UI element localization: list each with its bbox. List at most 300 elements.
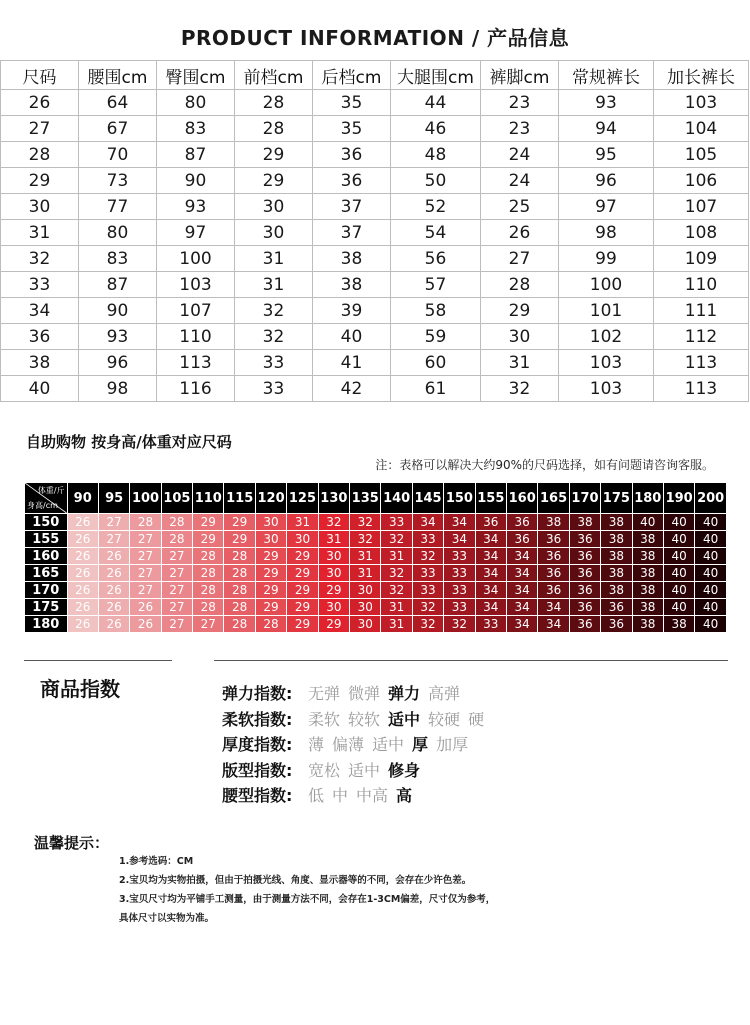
size-suggestion-cell: 29 bbox=[287, 616, 318, 633]
size-suggestion-cell: 30 bbox=[287, 531, 318, 548]
size-suggestion-cell: 31 bbox=[381, 548, 412, 565]
size-cell: 27 bbox=[1, 116, 79, 142]
grid-corner bbox=[25, 483, 68, 514]
size-suggestion-cell: 40 bbox=[663, 514, 694, 531]
size-suggestion-cell: 29 bbox=[255, 599, 286, 616]
size-suggestion-cell: 38 bbox=[601, 514, 632, 531]
size-suggestion-cell: 28 bbox=[224, 582, 255, 599]
size-suggestion-cell: 26 bbox=[98, 548, 129, 565]
size-suggestion-cell: 33 bbox=[444, 565, 475, 582]
size-suggestion-cell: 30 bbox=[255, 514, 286, 531]
size-cell: 31 bbox=[481, 350, 559, 376]
size-suggestion-cell: 40 bbox=[695, 548, 727, 565]
size-suggestion-cell: 38 bbox=[601, 565, 632, 582]
size-cell: 28 bbox=[481, 272, 559, 298]
size-suggestion-cell: 26 bbox=[98, 616, 129, 633]
corner-weight-label: 体重/斤 bbox=[37, 486, 65, 495]
index-option: 适中 bbox=[372, 735, 405, 755]
size-cell: 87 bbox=[79, 272, 157, 298]
size-suggestion-cell: 38 bbox=[632, 616, 663, 633]
size-cell: 30 bbox=[235, 194, 313, 220]
size-suggestion-cell: 40 bbox=[695, 599, 727, 616]
size-cell: 33 bbox=[1, 272, 79, 298]
size-suggestion-cell: 40 bbox=[695, 582, 727, 599]
size-cell: 73 bbox=[79, 168, 157, 194]
index-option: 适中 bbox=[348, 760, 381, 780]
size-suggestion-cell: 27 bbox=[98, 531, 129, 548]
size-cell: 54 bbox=[391, 220, 481, 246]
size-cell: 111 bbox=[654, 298, 749, 324]
size-table bbox=[0, 60, 749, 402]
weight-header-cell: 115 bbox=[224, 483, 255, 514]
size-cell: 100 bbox=[559, 272, 654, 298]
size-cell: 113 bbox=[654, 376, 749, 402]
size-suggestion-cell: 28 bbox=[193, 548, 224, 565]
size-suggestion-cell: 36 bbox=[569, 582, 600, 599]
size-cell: 116 bbox=[157, 376, 235, 402]
divider-right bbox=[214, 660, 728, 661]
size-suggestion-cell: 29 bbox=[287, 599, 318, 616]
size-suggestion-cell: 34 bbox=[538, 599, 569, 616]
size-suggestion-cell: 26 bbox=[67, 582, 98, 599]
index-option-selected: 高 bbox=[396, 786, 413, 806]
size-note: 注：表格可以解决大约90%的尺码选择，如有问题请咨询客服。 bbox=[375, 458, 714, 472]
index-option: 较软 bbox=[348, 709, 381, 729]
size-cell: 93 bbox=[157, 194, 235, 220]
weight-header-cell: 200 bbox=[695, 483, 727, 514]
weight-header-cell: 155 bbox=[475, 483, 506, 514]
index-option-selected: 修身 bbox=[388, 760, 421, 780]
size-header-cell: 后档cm bbox=[313, 61, 391, 90]
size-cell: 97 bbox=[157, 220, 235, 246]
size-suggestion-cell: 29 bbox=[193, 531, 224, 548]
weight-header-cell: 100 bbox=[130, 483, 161, 514]
size-suggestion-cell: 36 bbox=[538, 582, 569, 599]
index-option: 薄 bbox=[308, 735, 325, 755]
size-suggestion-cell: 30 bbox=[318, 599, 349, 616]
weight-header-cell: 130 bbox=[318, 483, 349, 514]
size-cell: 36 bbox=[313, 168, 391, 194]
size-cell: 33 bbox=[235, 350, 313, 376]
size-cell: 56 bbox=[391, 246, 481, 272]
weight-header-cell: 175 bbox=[601, 483, 632, 514]
size-suggestion-cell: 34 bbox=[475, 548, 506, 565]
size-suggestion-cell: 38 bbox=[632, 565, 663, 582]
size-cell: 35 bbox=[313, 116, 391, 142]
index-option: 宽松 bbox=[308, 760, 341, 780]
size-suggestion-cell: 27 bbox=[161, 565, 192, 582]
index-option: 柔软 bbox=[308, 709, 341, 729]
size-suggestion-cell: 40 bbox=[663, 548, 694, 565]
size-cell: 67 bbox=[79, 116, 157, 142]
size-suggestion-cell: 27 bbox=[130, 582, 161, 599]
index-row bbox=[222, 706, 492, 732]
size-cell: 87 bbox=[157, 142, 235, 168]
size-cell: 110 bbox=[654, 272, 749, 298]
size-suggestion-cell: 34 bbox=[444, 514, 475, 531]
index-option-selected: 适中 bbox=[388, 709, 421, 729]
size-suggestion-cell: 26 bbox=[130, 616, 161, 633]
size-suggestion-cell: 33 bbox=[444, 548, 475, 565]
size-suggestion-cell: 34 bbox=[444, 531, 475, 548]
grid-row bbox=[25, 514, 727, 531]
size-cell: 38 bbox=[1, 350, 79, 376]
size-cell: 102 bbox=[559, 324, 654, 350]
index-option: 硬 bbox=[468, 709, 485, 729]
size-suggestion-cell: 34 bbox=[507, 599, 538, 616]
size-suggestion-cell: 40 bbox=[695, 531, 727, 548]
size-suggestion-cell: 36 bbox=[601, 616, 632, 633]
size-suggestion-cell: 28 bbox=[193, 582, 224, 599]
size-suggestion-cell: 27 bbox=[161, 582, 192, 599]
size-suggestion-cell: 34 bbox=[475, 599, 506, 616]
size-suggestion-cell: 27 bbox=[193, 616, 224, 633]
weight-header-cell: 110 bbox=[193, 483, 224, 514]
size-suggestion-cell: 33 bbox=[412, 582, 443, 599]
size-suggestion-cell: 36 bbox=[569, 616, 600, 633]
size-suggestion-cell: 26 bbox=[67, 531, 98, 548]
size-cell: 30 bbox=[1, 194, 79, 220]
size-cell: 98 bbox=[559, 220, 654, 246]
tip-line: 2.宝贝均为实物拍摄，但由于拍摄光线、角度、显示器等的不同，会存在少许色差。 bbox=[119, 875, 472, 886]
size-suggestion-cell: 30 bbox=[350, 582, 381, 599]
grid-row bbox=[25, 531, 727, 548]
size-cell: 31 bbox=[1, 220, 79, 246]
size-suggestion-cell: 38 bbox=[601, 531, 632, 548]
size-cell: 64 bbox=[79, 90, 157, 116]
size-suggestion-cell: 26 bbox=[130, 599, 161, 616]
weight-header-cell: 95 bbox=[98, 483, 129, 514]
tip-line: 具体尺寸以实物为准。 bbox=[119, 913, 215, 924]
size-header-cell: 大腿围cm bbox=[391, 61, 481, 90]
size-cell: 104 bbox=[654, 116, 749, 142]
size-suggestion-cell: 38 bbox=[538, 514, 569, 531]
size-cell: 103 bbox=[559, 350, 654, 376]
size-suggestion-cell: 32 bbox=[350, 514, 381, 531]
size-suggestion-cell: 27 bbox=[130, 565, 161, 582]
index-label: 腰型指数: bbox=[222, 786, 293, 806]
size-suggestion-cell: 40 bbox=[695, 514, 727, 531]
divider-left bbox=[24, 660, 172, 661]
size-suggestion-cell: 28 bbox=[161, 531, 192, 548]
size-cell: 29 bbox=[1, 168, 79, 194]
table-row bbox=[1, 350, 749, 376]
size-cell: 38 bbox=[313, 246, 391, 272]
size-cell: 37 bbox=[313, 194, 391, 220]
size-suggestion-cell: 30 bbox=[255, 531, 286, 548]
size-suggestion-cell: 31 bbox=[381, 616, 412, 633]
table-row bbox=[1, 246, 749, 272]
size-suggestion-cell: 28 bbox=[224, 548, 255, 565]
size-suggestion-cell: 36 bbox=[569, 599, 600, 616]
height-header-cell: 180 bbox=[25, 616, 68, 633]
index-option-selected: 厚 bbox=[412, 735, 429, 755]
size-suggestion-cell: 33 bbox=[475, 616, 506, 633]
size-cell: 98 bbox=[79, 376, 157, 402]
grid-row bbox=[25, 582, 727, 599]
size-suggestion-cell: 28 bbox=[224, 616, 255, 633]
size-cell: 36 bbox=[1, 324, 79, 350]
size-suggestion-cell: 31 bbox=[287, 514, 318, 531]
size-cell: 32 bbox=[1, 246, 79, 272]
size-cell: 77 bbox=[79, 194, 157, 220]
size-cell: 83 bbox=[79, 246, 157, 272]
table-row bbox=[1, 272, 749, 298]
size-cell: 40 bbox=[313, 324, 391, 350]
size-suggestion-cell: 36 bbox=[538, 531, 569, 548]
size-suggestion-cell: 26 bbox=[98, 599, 129, 616]
size-suggestion-cell: 27 bbox=[130, 548, 161, 565]
size-header-cell: 前档cm bbox=[235, 61, 313, 90]
size-cell: 35 bbox=[313, 90, 391, 116]
weight-header-cell: 145 bbox=[412, 483, 443, 514]
size-suggestion-cell: 29 bbox=[255, 548, 286, 565]
size-cell: 29 bbox=[481, 298, 559, 324]
height-header-cell: 170 bbox=[25, 582, 68, 599]
size-cell: 31 bbox=[235, 272, 313, 298]
size-cell: 99 bbox=[559, 246, 654, 272]
size-suggestion-cell: 28 bbox=[130, 514, 161, 531]
index-option: 低 bbox=[308, 786, 325, 806]
size-cell: 100 bbox=[157, 246, 235, 272]
size-cell: 80 bbox=[157, 90, 235, 116]
size-suggestion-cell: 34 bbox=[507, 548, 538, 565]
weight-header-cell: 150 bbox=[444, 483, 475, 514]
size-cell: 39 bbox=[313, 298, 391, 324]
size-suggestion-cell: 38 bbox=[632, 599, 663, 616]
size-cell: 38 bbox=[313, 272, 391, 298]
index-label: 版型指数: bbox=[222, 760, 293, 780]
size-cell: 52 bbox=[391, 194, 481, 220]
size-suggestion-cell: 34 bbox=[475, 531, 506, 548]
size-cell: 80 bbox=[79, 220, 157, 246]
size-suggestion-cell: 30 bbox=[318, 565, 349, 582]
size-cell: 26 bbox=[481, 220, 559, 246]
size-suggestion-cell: 27 bbox=[161, 548, 192, 565]
size-suggestion-cell: 30 bbox=[350, 599, 381, 616]
size-suggestion-cell: 32 bbox=[412, 599, 443, 616]
size-suggestion-cell: 32 bbox=[381, 565, 412, 582]
grid-row bbox=[25, 548, 727, 565]
size-suggestion-cell: 40 bbox=[663, 599, 694, 616]
size-cell: 107 bbox=[157, 298, 235, 324]
self-help-title: 自助购物 按身高/体重对应尺码 bbox=[26, 433, 232, 451]
tips-list bbox=[119, 852, 495, 928]
size-cell: 30 bbox=[235, 220, 313, 246]
size-suggestion-cell: 36 bbox=[601, 599, 632, 616]
weight-header-cell: 160 bbox=[507, 483, 538, 514]
size-suggestion-cell: 27 bbox=[98, 514, 129, 531]
size-cell: 29 bbox=[235, 142, 313, 168]
size-suggestion-cell: 34 bbox=[475, 565, 506, 582]
size-cell: 23 bbox=[481, 116, 559, 142]
size-header-cell: 加长裤长 bbox=[654, 61, 749, 90]
size-suggestion-cell: 33 bbox=[412, 531, 443, 548]
weight-header-cell: 190 bbox=[663, 483, 694, 514]
size-cell: 29 bbox=[235, 168, 313, 194]
tips-title: 温馨提示： bbox=[34, 834, 110, 852]
size-cell: 103 bbox=[654, 90, 749, 116]
weight-header-cell: 90 bbox=[67, 483, 98, 514]
size-suggestion-cell: 29 bbox=[224, 531, 255, 548]
size-suggestion-cell: 34 bbox=[507, 582, 538, 599]
size-cell: 36 bbox=[313, 142, 391, 168]
size-cell: 28 bbox=[1, 142, 79, 168]
size-cell: 32 bbox=[235, 298, 313, 324]
size-cell: 59 bbox=[391, 324, 481, 350]
size-suggestion-cell: 32 bbox=[381, 531, 412, 548]
size-cell: 103 bbox=[559, 376, 654, 402]
size-suggestion-cell: 28 bbox=[255, 616, 286, 633]
table-row bbox=[1, 168, 749, 194]
size-suggestion-cell: 38 bbox=[632, 582, 663, 599]
size-suggestion-cell: 26 bbox=[67, 514, 98, 531]
size-cell: 25 bbox=[481, 194, 559, 220]
index-option: 加厚 bbox=[436, 735, 469, 755]
height-header-cell: 175 bbox=[25, 599, 68, 616]
size-suggestion-cell: 28 bbox=[161, 514, 192, 531]
height-weight-grid bbox=[24, 482, 727, 633]
index-label: 柔软指数: bbox=[222, 709, 293, 729]
table-row bbox=[1, 90, 749, 116]
grid-row bbox=[25, 565, 727, 582]
size-suggestion-cell: 28 bbox=[193, 565, 224, 582]
index-option: 较硬 bbox=[428, 709, 461, 729]
size-suggestion-cell: 33 bbox=[412, 565, 443, 582]
size-suggestion-cell: 26 bbox=[98, 565, 129, 582]
tip-line: 1.参考选码：CM bbox=[119, 856, 194, 867]
size-suggestion-cell: 31 bbox=[318, 531, 349, 548]
size-suggestion-cell: 38 bbox=[601, 548, 632, 565]
size-cell: 57 bbox=[391, 272, 481, 298]
size-cell: 23 bbox=[481, 90, 559, 116]
index-option: 高弹 bbox=[428, 684, 461, 704]
size-suggestion-cell: 26 bbox=[67, 616, 98, 633]
size-suggestion-cell: 30 bbox=[350, 616, 381, 633]
size-cell: 44 bbox=[391, 90, 481, 116]
size-suggestion-cell: 29 bbox=[318, 582, 349, 599]
size-cell: 28 bbox=[235, 90, 313, 116]
size-suggestion-cell: 38 bbox=[632, 548, 663, 565]
size-header-cell: 腰围cm bbox=[79, 61, 157, 90]
height-header-cell: 150 bbox=[25, 514, 68, 531]
size-cell: 46 bbox=[391, 116, 481, 142]
goods-index-list bbox=[222, 680, 492, 808]
size-suggestion-cell: 31 bbox=[350, 548, 381, 565]
size-suggestion-cell: 33 bbox=[381, 514, 412, 531]
size-suggestion-cell: 29 bbox=[255, 565, 286, 582]
size-suggestion-cell: 38 bbox=[663, 616, 694, 633]
size-cell: 93 bbox=[79, 324, 157, 350]
index-row bbox=[222, 757, 492, 783]
page-title: PRODUCT INFORMATION / 产品信息 bbox=[180, 26, 570, 50]
size-suggestion-cell: 28 bbox=[193, 599, 224, 616]
size-cell: 58 bbox=[391, 298, 481, 324]
height-header-cell: 165 bbox=[25, 565, 68, 582]
table-row bbox=[1, 142, 749, 168]
size-cell: 32 bbox=[481, 376, 559, 402]
size-suggestion-cell: 27 bbox=[130, 531, 161, 548]
size-suggestion-cell: 31 bbox=[381, 599, 412, 616]
weight-header-cell: 105 bbox=[161, 483, 192, 514]
weight-header-cell: 135 bbox=[350, 483, 381, 514]
size-cell: 112 bbox=[654, 324, 749, 350]
index-label: 弹力指数: bbox=[222, 684, 293, 704]
index-row bbox=[222, 731, 492, 757]
size-cell: 28 bbox=[235, 116, 313, 142]
size-suggestion-cell: 28 bbox=[224, 565, 255, 582]
size-cell: 37 bbox=[313, 220, 391, 246]
size-cell: 93 bbox=[559, 90, 654, 116]
grid-header-row bbox=[25, 483, 727, 514]
table-row bbox=[1, 376, 749, 402]
index-row bbox=[222, 680, 492, 706]
grid-row bbox=[25, 599, 727, 616]
weight-header-cell: 180 bbox=[632, 483, 663, 514]
size-suggestion-cell: 34 bbox=[538, 616, 569, 633]
size-suggestion-cell: 32 bbox=[350, 531, 381, 548]
size-cell: 61 bbox=[391, 376, 481, 402]
size-header-cell: 尺码 bbox=[1, 61, 79, 90]
size-suggestion-cell: 34 bbox=[475, 582, 506, 599]
size-suggestion-cell: 34 bbox=[507, 565, 538, 582]
size-suggestion-cell: 28 bbox=[224, 599, 255, 616]
size-table-header bbox=[1, 61, 749, 90]
size-cell: 42 bbox=[313, 376, 391, 402]
size-suggestion-cell: 32 bbox=[381, 582, 412, 599]
size-cell: 60 bbox=[391, 350, 481, 376]
size-cell: 95 bbox=[559, 142, 654, 168]
grid-row bbox=[25, 616, 727, 633]
size-cell: 41 bbox=[313, 350, 391, 376]
size-header-cell: 常规裤长 bbox=[559, 61, 654, 90]
corner-height-label: 身高/cm bbox=[27, 501, 58, 510]
height-header-cell: 155 bbox=[25, 531, 68, 548]
size-suggestion-cell: 36 bbox=[569, 531, 600, 548]
size-cell: 31 bbox=[235, 246, 313, 272]
size-cell: 107 bbox=[654, 194, 749, 220]
size-cell: 27 bbox=[481, 246, 559, 272]
size-suggestion-cell: 36 bbox=[507, 514, 538, 531]
size-suggestion-cell: 32 bbox=[318, 514, 349, 531]
table-row bbox=[1, 194, 749, 220]
weight-header-cell: 165 bbox=[538, 483, 569, 514]
height-header-cell: 160 bbox=[25, 548, 68, 565]
size-suggestion-cell: 32 bbox=[412, 616, 443, 633]
size-suggestion-cell: 36 bbox=[475, 514, 506, 531]
size-cell: 90 bbox=[157, 168, 235, 194]
size-suggestion-cell: 40 bbox=[632, 514, 663, 531]
index-option: 中 bbox=[332, 786, 349, 806]
size-cell: 33 bbox=[235, 376, 313, 402]
size-suggestion-cell: 27 bbox=[161, 616, 192, 633]
goods-index-title: 商品指数 bbox=[40, 677, 120, 701]
weight-header-cell: 140 bbox=[381, 483, 412, 514]
tip-line: 3.宝贝尺寸均为平铺手工测量，由于测量方法不同，会存在1-3CM偏差，尺寸仅为参考， bbox=[119, 894, 496, 905]
size-cell: 113 bbox=[654, 350, 749, 376]
table-row bbox=[1, 220, 749, 246]
size-suggestion-cell: 26 bbox=[67, 599, 98, 616]
size-suggestion-cell: 29 bbox=[193, 514, 224, 531]
size-header-cell: 臀围cm bbox=[157, 61, 235, 90]
size-suggestion-cell: 27 bbox=[161, 599, 192, 616]
size-suggestion-cell: 38 bbox=[569, 514, 600, 531]
size-suggestion-cell: 36 bbox=[569, 548, 600, 565]
size-cell: 24 bbox=[481, 168, 559, 194]
size-cell: 83 bbox=[157, 116, 235, 142]
size-suggestion-cell: 26 bbox=[67, 548, 98, 565]
table-row bbox=[1, 116, 749, 142]
